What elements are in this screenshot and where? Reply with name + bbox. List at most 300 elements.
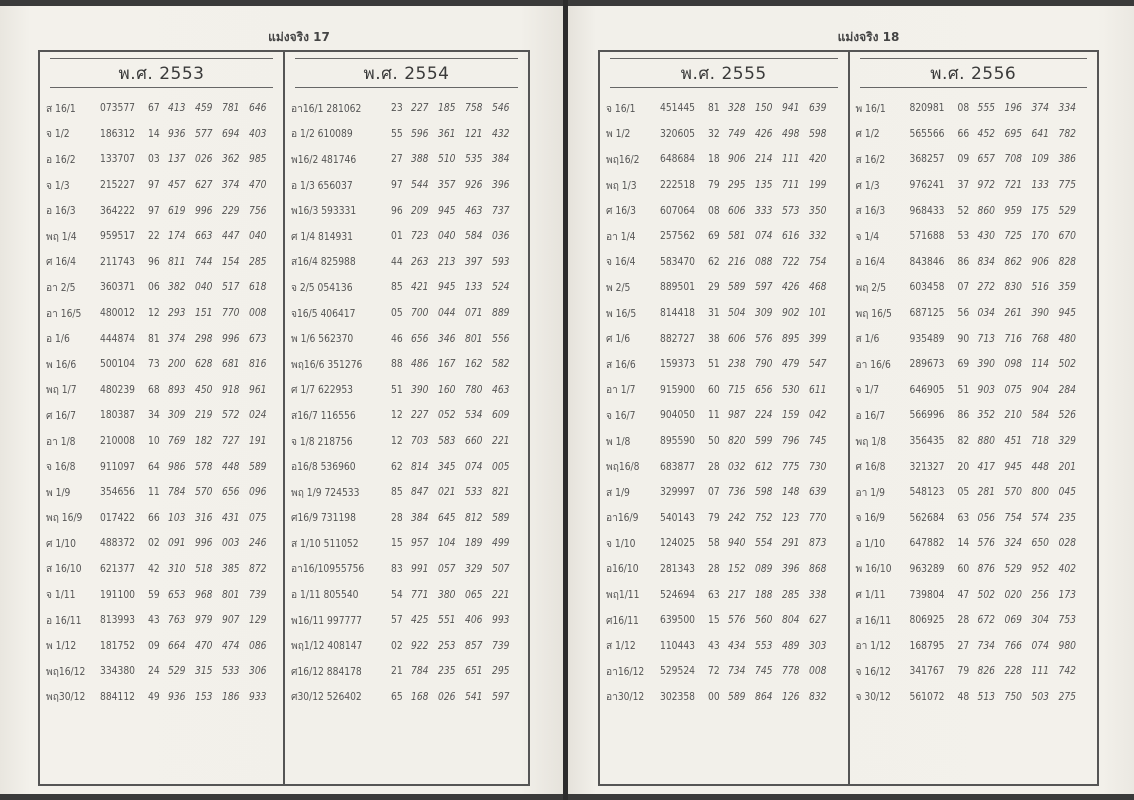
three-digit: 420 (809, 154, 827, 166)
two-digit: 79 (957, 666, 970, 678)
three-digit: 518 (195, 563, 213, 575)
two-digit: 96 (148, 256, 160, 268)
two-digit: 51 (957, 384, 970, 396)
table-row (291, 326, 522, 352)
three-digit: 749 (728, 128, 746, 140)
first-prize: 133707 (100, 154, 135, 166)
draw-date: ศ 16/7 (46, 410, 76, 422)
two-digit: 01 (391, 231, 403, 243)
page-header: แม่งจริง 18 (837, 30, 900, 44)
three-digit: 893 (168, 384, 186, 396)
three-digit: 091 (168, 538, 186, 550)
three-digit: 390 (977, 359, 995, 371)
three-digit: 745 (809, 436, 827, 448)
draw-date: ส 16/2 (855, 154, 886, 166)
right-page (568, 6, 1134, 794)
two-digit: 48 (957, 691, 970, 703)
three-digit: 507 (492, 563, 510, 575)
three-digit: 044 (438, 308, 456, 320)
draw-date: พ 1/2 (606, 129, 631, 141)
three-digit: 780 (465, 384, 483, 396)
table-row (46, 480, 277, 506)
year-title: พ.ศ. 2555 (610, 58, 838, 88)
three-digit: 285 (782, 589, 800, 601)
draw-date: พ 1/9 (46, 487, 71, 499)
first-prize: 639500 (660, 615, 695, 627)
draw-date: ศ 16/8 (855, 462, 886, 474)
first-prize: 500104 (100, 359, 135, 371)
three-digit: 609 (492, 410, 510, 422)
first-prize: 480012 (100, 308, 135, 320)
three-digit: 425 (411, 615, 429, 627)
two-digit: 28 (391, 512, 403, 524)
two-digit: 67 (148, 103, 160, 115)
draw-date: จ 16/4 (606, 257, 636, 269)
three-digit: 406 (465, 615, 483, 627)
three-digit: 396 (492, 180, 510, 192)
three-digit: 109 (1031, 154, 1049, 166)
two-digit: 14 (957, 538, 970, 550)
three-digit: 189 (465, 538, 483, 550)
table-row (46, 352, 277, 378)
first-prize: 843846 (909, 256, 945, 268)
two-digit: 46 (391, 333, 403, 345)
three-digit: 555 (977, 103, 995, 115)
two-digit: 08 (957, 103, 970, 115)
three-digit: 820 (728, 436, 746, 448)
three-digit: 904 (1031, 384, 1049, 396)
two-digit: 32 (708, 128, 720, 140)
three-digit: 213 (438, 256, 456, 268)
two-digit: 18 (708, 154, 720, 166)
three-digit: 333 (755, 205, 773, 217)
two-digit: 82 (957, 436, 970, 448)
first-prize: 687125 (909, 308, 945, 320)
three-digit: 664 (168, 640, 186, 652)
three-digit: 754 (1004, 512, 1022, 524)
three-digit: 463 (492, 384, 510, 396)
draw-date: จ 16/8 (46, 462, 76, 474)
draw-date: ส 1/6 (855, 334, 880, 346)
three-digit: 782 (1058, 128, 1076, 140)
three-digit: 502 (977, 589, 995, 601)
table-row (46, 403, 277, 429)
three-digit: 075 (249, 512, 267, 524)
three-digit: 463 (465, 205, 483, 217)
two-digit: 44 (391, 256, 403, 268)
table-row (856, 685, 1092, 711)
two-digit: 56 (957, 308, 970, 320)
three-digit: 986 (168, 461, 186, 473)
three-digit: 229 (222, 205, 240, 217)
three-digit: 210 (1004, 410, 1022, 422)
draw-date: อา 1/4 (606, 231, 636, 243)
two-digit: 38 (708, 333, 720, 345)
three-digit: 576 (755, 333, 773, 345)
three-digit: 074 (755, 231, 773, 243)
two-digit: 05 (391, 308, 403, 320)
three-digit: 111 (782, 154, 800, 166)
first-prize: 935489 (909, 333, 945, 345)
three-digit: 862 (1004, 256, 1022, 268)
table-row (291, 659, 522, 685)
table-row (291, 250, 522, 276)
three-digit: 517 (222, 282, 240, 294)
table-row (856, 659, 1092, 685)
draw-date: อา 16/6 (855, 359, 891, 371)
table-row (606, 454, 842, 480)
first-prize: 159373 (660, 359, 695, 371)
two-digit: 12 (148, 308, 160, 320)
three-digit: 075 (1004, 384, 1022, 396)
three-digit: 152 (728, 563, 746, 575)
three-digit: 880 (977, 436, 995, 448)
first-prize: 739804 (909, 589, 945, 601)
three-digit: 154 (222, 256, 240, 268)
three-digit: 388 (411, 154, 429, 166)
table-row (856, 378, 1092, 404)
three-digit: 303 (809, 640, 827, 652)
year-column (600, 52, 850, 784)
three-digit: 959 (1004, 205, 1022, 217)
rows (606, 96, 842, 710)
draw-date: อา 1/12 (855, 641, 891, 653)
three-digit: 380 (438, 589, 456, 601)
table-row (606, 326, 842, 352)
draw-date: พ 16/6 (46, 359, 77, 371)
draw-date: ศ 1/11 (855, 590, 886, 602)
first-prize: 368257 (909, 154, 945, 166)
two-digit: 09 (957, 154, 970, 166)
three-digit: 121 (465, 128, 483, 140)
three-digit: 162 (465, 359, 483, 371)
table-row (606, 429, 842, 455)
three-digit: 324 (1004, 538, 1022, 550)
three-digit: 996 (195, 538, 213, 550)
three-digit: 103 (168, 512, 186, 524)
three-digit: 451 (1004, 436, 1022, 448)
three-digit: 489 (782, 640, 800, 652)
three-digit: 275 (1058, 691, 1076, 703)
three-digit: 996 (222, 333, 240, 345)
draw-date: ส 16/11 (855, 615, 892, 627)
first-prize: 647882 (909, 538, 945, 550)
three-digit: 352 (977, 410, 995, 422)
first-prize: 289673 (909, 359, 945, 371)
table-row (606, 557, 842, 583)
table-row (291, 454, 522, 480)
two-digit: 52 (957, 205, 970, 217)
table-row (606, 147, 842, 173)
year-column (285, 52, 528, 784)
three-digit: 826 (977, 666, 995, 678)
three-digit: 801 (222, 589, 240, 601)
table-row (291, 506, 522, 532)
two-digit: 90 (957, 333, 970, 345)
first-prize: 321327 (909, 461, 945, 473)
first-prize: 813993 (100, 615, 135, 627)
two-digit: 07 (708, 487, 720, 499)
three-digit: 663 (195, 231, 213, 243)
three-digit: 599 (755, 436, 773, 448)
three-digit: 727 (222, 436, 240, 448)
three-digit: 516 (1031, 282, 1049, 294)
table-row (291, 224, 522, 250)
three-digit: 993 (492, 615, 510, 627)
table-row (606, 301, 842, 327)
table-row (46, 531, 277, 557)
three-digit: 111 (1031, 666, 1049, 678)
table-row (46, 275, 277, 301)
two-digit: 28 (708, 563, 720, 575)
three-digit: 227 (411, 410, 429, 422)
three-digit: 742 (1058, 666, 1076, 678)
three-digit: 650 (1031, 538, 1049, 550)
three-digit: 040 (195, 282, 213, 294)
two-digit: 60 (708, 384, 720, 396)
draw-date: อ16/8 536960 (291, 462, 356, 474)
three-digit: 261 (1004, 308, 1022, 320)
three-digit: 716 (1004, 333, 1022, 345)
table-row (606, 122, 842, 148)
three-digit: 219 (195, 410, 213, 422)
three-digit: 186 (222, 691, 240, 703)
three-digit: 386 (1058, 154, 1076, 166)
two-digit: 27 (957, 640, 970, 652)
two-digit: 10 (148, 436, 160, 448)
three-digit: 350 (809, 205, 827, 217)
three-digit: 101 (809, 308, 827, 320)
first-prize: 806925 (909, 615, 945, 627)
two-digit: 00 (708, 691, 720, 703)
two-digit: 88 (391, 359, 403, 371)
three-digit: 551 (438, 615, 456, 627)
first-prize: 562684 (909, 512, 945, 524)
three-digit: 583 (438, 436, 456, 448)
table-row (46, 685, 277, 711)
three-digit: 168 (411, 691, 429, 703)
draw-date: จ 1/3 (46, 180, 70, 192)
two-digit: 62 (391, 461, 403, 473)
rows (291, 96, 522, 710)
three-digit: 584 (465, 231, 483, 243)
two-digit: 63 (957, 512, 970, 524)
two-digit: 97 (148, 205, 160, 217)
two-digit: 37 (957, 180, 970, 192)
three-digit: 315 (195, 666, 213, 678)
three-digit: 576 (977, 538, 995, 550)
three-digit: 173 (1058, 589, 1076, 601)
three-digit: 544 (411, 180, 429, 192)
three-digit: 903 (977, 384, 995, 396)
draw-date: ศ 1/6 (606, 334, 631, 346)
three-digit: 133 (465, 282, 483, 294)
draw-date: พ16/11 997777 (291, 615, 363, 627)
three-digit: 390 (1031, 308, 1049, 320)
three-digit: 872 (249, 563, 267, 575)
draw-date: ส 16/10 (46, 564, 82, 576)
first-prize: 814418 (660, 308, 695, 320)
table-row (46, 378, 277, 404)
table-row (291, 378, 522, 404)
three-digit: 672 (977, 615, 995, 627)
two-digit: 58 (708, 538, 720, 550)
three-digit: 362 (222, 154, 240, 166)
three-digit: 034 (977, 308, 995, 320)
table-row (856, 403, 1092, 429)
first-prize: 571688 (909, 231, 945, 243)
table-row (291, 96, 522, 122)
three-digit: 129 (249, 615, 267, 627)
three-digit: 744 (195, 256, 213, 268)
table-row (856, 250, 1092, 276)
draw-date: พฤ 1/4 (46, 231, 77, 243)
three-digit: 263 (411, 256, 429, 268)
first-prize: 257562 (660, 231, 695, 243)
two-digit: 66 (957, 128, 970, 140)
first-prize: 073577 (100, 103, 135, 115)
two-digit: 11 (708, 410, 720, 422)
three-digit: 426 (755, 128, 773, 140)
two-digit: 08 (708, 205, 720, 217)
three-digit: 906 (1031, 256, 1049, 268)
three-digit: 745 (755, 666, 773, 678)
table-row (291, 122, 522, 148)
first-prize: 915900 (660, 384, 695, 396)
draw-date: ส 16/1 (46, 103, 76, 115)
three-digit: 199 (809, 180, 827, 192)
draw-date: อา 16/5 (46, 308, 82, 320)
table-row (856, 147, 1092, 173)
three-digit: 200 (168, 359, 186, 371)
two-digit: 55 (391, 128, 403, 140)
first-prize: 334380 (100, 666, 135, 678)
two-digit: 07 (957, 282, 970, 294)
three-digit: 801 (465, 333, 483, 345)
two-digit: 49 (148, 691, 160, 703)
three-digit: 504 (728, 308, 746, 320)
three-digit: 770 (809, 512, 827, 524)
table-frame (598, 50, 1099, 786)
three-digit: 730 (809, 461, 827, 473)
year-column (850, 52, 1098, 784)
three-digit: 021 (438, 487, 456, 499)
three-digit: 612 (755, 461, 773, 473)
three-digit: 656 (222, 487, 240, 499)
two-digit: 85 (391, 487, 403, 499)
three-digit: 470 (195, 640, 213, 652)
draw-date: พฤ 1/7 (46, 385, 77, 397)
table-row (46, 582, 277, 608)
three-digit: 821 (492, 487, 510, 499)
three-digit: 670 (1058, 231, 1076, 243)
three-digit: 606 (728, 333, 746, 345)
three-digit: 510 (438, 154, 456, 166)
three-digit: 816 (249, 359, 267, 371)
three-digit: 188 (755, 589, 773, 601)
three-digit: 979 (195, 615, 213, 627)
three-digit: 413 (168, 103, 186, 115)
table-row (606, 96, 842, 122)
first-prize: 583470 (660, 256, 695, 268)
three-digit: 864 (755, 691, 773, 703)
table-row (291, 685, 522, 711)
first-prize: 889501 (660, 282, 695, 294)
three-digit: 721 (1004, 180, 1022, 192)
three-digit: 811 (168, 256, 186, 268)
three-digit: 873 (809, 538, 827, 550)
draw-date: ส 16/3 (855, 206, 886, 218)
draw-date: พ 1/6 562370 (291, 334, 354, 346)
three-digit: 570 (1004, 487, 1022, 499)
draw-date: ศ 1/10 (46, 538, 76, 550)
table-row (606, 480, 842, 506)
table-row (856, 506, 1092, 532)
three-digit: 430 (977, 231, 995, 243)
three-digit: 159 (782, 410, 800, 422)
year-title: พ.ศ. 2554 (295, 58, 518, 88)
two-digit: 47 (957, 589, 970, 601)
table-row (46, 96, 277, 122)
table-row (46, 633, 277, 659)
three-digit: 228 (1004, 666, 1022, 678)
three-digit: 098 (1004, 359, 1022, 371)
draw-date: ส16/7 116556 (291, 410, 356, 422)
three-digit: 306 (249, 666, 267, 678)
two-digit: 69 (708, 231, 720, 243)
three-digit: 918 (222, 384, 240, 396)
table-row (46, 224, 277, 250)
three-digit: 298 (195, 333, 213, 345)
two-digit: 43 (708, 640, 720, 652)
three-digit: 713 (977, 333, 995, 345)
table-row (291, 608, 522, 634)
table-row (856, 557, 1092, 583)
draw-date: ศ30/12 526402 (291, 692, 362, 704)
three-digit: 775 (1058, 180, 1076, 192)
table-row (856, 96, 1092, 122)
first-prize: 191100 (100, 589, 135, 601)
table-row (291, 147, 522, 173)
two-digit: 81 (708, 103, 720, 115)
three-digit: 272 (977, 282, 995, 294)
table-row (291, 301, 522, 327)
two-digit: 15 (708, 615, 720, 627)
three-digit: 374 (168, 333, 186, 345)
draw-date: จ 1/8 218756 (291, 436, 353, 448)
three-digit: 639 (809, 487, 827, 499)
three-digit: 653 (168, 589, 186, 601)
three-digit: 533 (465, 487, 483, 499)
first-prize: 882727 (660, 333, 695, 345)
three-digit: 857 (465, 640, 483, 652)
first-prize: 329997 (660, 487, 695, 499)
two-digit: 79 (708, 512, 720, 524)
draw-date: ส 1/9 (606, 487, 630, 499)
draw-date: ศ 16/3 (606, 206, 636, 218)
draw-date: ส 1/12 (606, 641, 636, 653)
three-digit: 216 (728, 256, 746, 268)
draw-date: ศ 16/4 (46, 257, 76, 269)
three-digit: 057 (438, 563, 456, 575)
first-prize: 884112 (100, 691, 135, 703)
three-digit: 329 (465, 563, 483, 575)
first-prize: 281343 (660, 563, 695, 575)
three-digit: 804 (782, 615, 800, 627)
three-digit: 432 (492, 128, 510, 140)
draw-date: ศ 1/3 (855, 180, 880, 192)
first-prize: 820981 (909, 103, 945, 115)
